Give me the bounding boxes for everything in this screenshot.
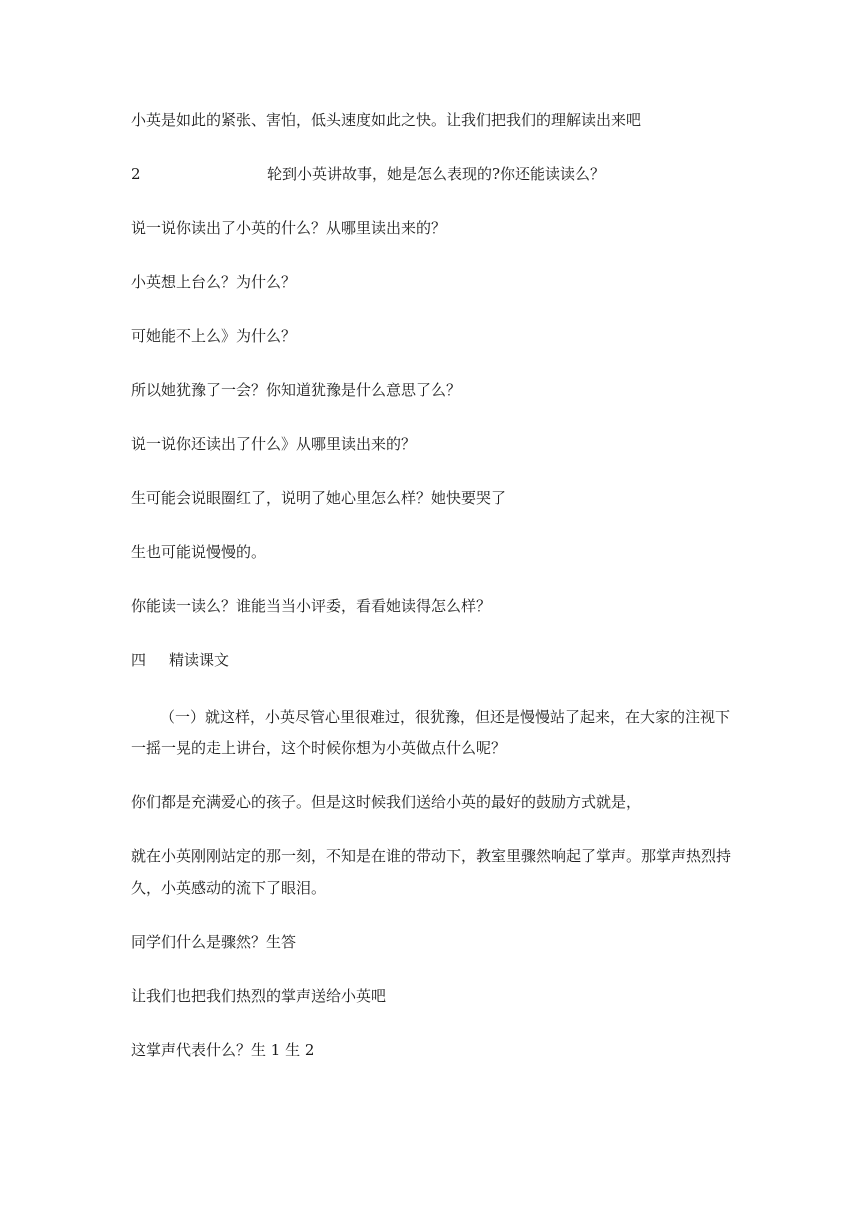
paragraph: 就在小英刚刚站定的那一刻，不知是在谁的带动下，教室里骤然响起了掌声。那掌声热烈持 [131, 847, 732, 865]
paragraph: 小英是如此的紧张、害怕，低头速度如此之快。让我们把我们的理解读出来吧 [131, 111, 642, 129]
paragraph: 生可能会说眼圈红了，说明了她心里怎么样？她快要哭了 [131, 489, 507, 507]
item-text: 轮到小英讲故事，她是怎么表现的?你还能读读么？ [267, 165, 606, 183]
section-number: 四 [131, 651, 147, 669]
paragraph: 说一说你还读出了什么》从哪里读出来的？ [131, 435, 417, 453]
subsection-first-line: （一）就这样，小英尽管心里很难过，很犹豫，但还是慢慢站了起来，在大家的注视下 [160, 708, 731, 726]
paragraph: 可她能不上么》为什么？ [131, 327, 297, 345]
paragraph: 生也可能说慢慢的。 [131, 543, 267, 561]
paragraph: 一摇一晃的走上讲台，这个时候你想为小英做点什么呢？ [131, 739, 507, 757]
paragraph: 你能读一读么？谁能当当小评委，看看她读得怎么样？ [131, 597, 492, 615]
paragraph: 久，小英感动的流下了眼泪。 [131, 879, 327, 897]
paragraph: 小英想上台么？为什么？ [131, 273, 297, 291]
item-number: 2 [131, 165, 141, 183]
paragraph: 说一说你读出了小英的什么？从哪里读出来的？ [131, 219, 447, 237]
section-heading [131, 645, 229, 676]
numbered-item [131, 159, 605, 190]
paragraph: 你们都是充满爱心的孩子。但是这时候我们送给小英的最好的鼓励方式就是， [131, 793, 642, 811]
paragraph: 所以她犹豫了一会？你知道犹豫是什么意思了么？ [131, 381, 462, 399]
paragraph: 同学们什么是骤然？生答 [131, 933, 297, 951]
paragraph: 这掌声代表什么？生 1 生 2 [131, 1041, 315, 1059]
section-title: 精读课文 [169, 651, 230, 669]
paragraph: 让我们也把我们热烈的掌声送给小英吧 [131, 987, 387, 1005]
